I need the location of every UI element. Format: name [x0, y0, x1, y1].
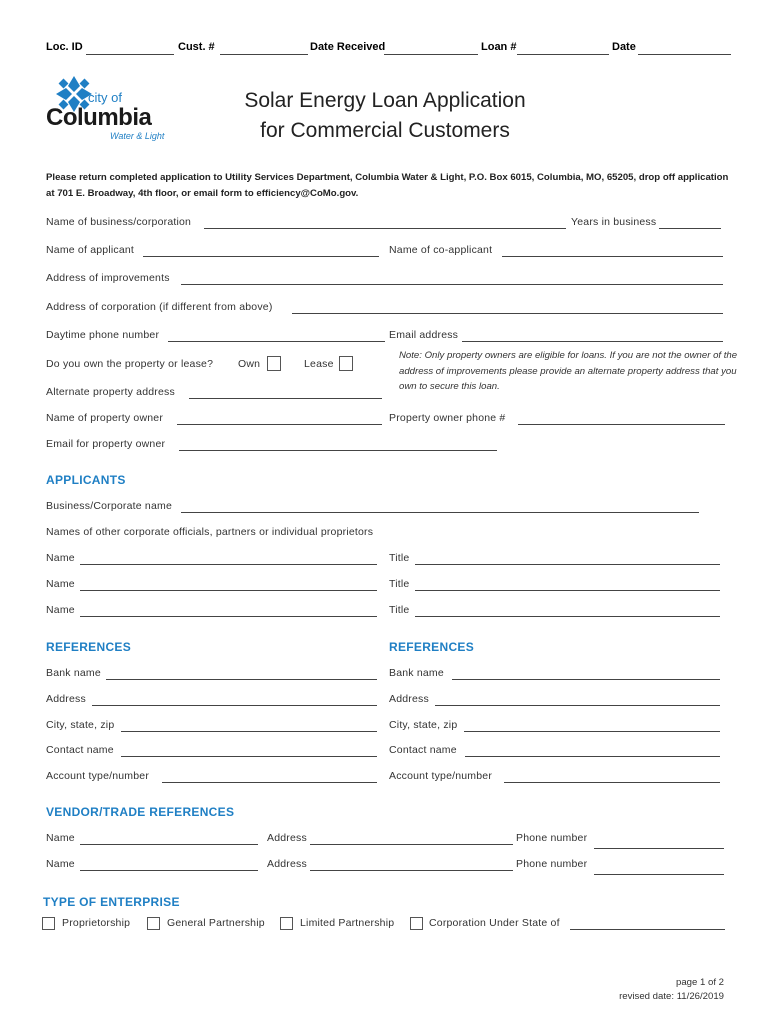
applicant-title-label: Title — [389, 552, 410, 564]
date-label: Date — [612, 41, 636, 53]
vendor-address-label: Address — [267, 832, 307, 844]
applicant-title-field[interactable] — [415, 616, 720, 617]
years-in-business-label: Years in business — [571, 216, 657, 228]
loan-label: Loan # — [481, 41, 517, 53]
columbia-logo — [46, 72, 166, 147]
applicant-name-label: Name — [46, 552, 75, 564]
logo-columbia: Columbia — [46, 104, 152, 131]
loc-id-label: Loc. ID — [46, 41, 83, 53]
ownership-note: Note: Only property owners are eligible for loans. If you are not the owner of the address of improvements please provide an alternate property address that you own to secure this loan. — [399, 350, 738, 392]
instructions: Please return completed application to Utility Services Department, Columbia Water & Light, P.O. Box 6015, Columbia, MO, 65205, drop off application at 701 E. Broadway, 4th floor, or email form to efficiency@CoMo.gov. — [46, 172, 729, 199]
own-or-lease-label: Do you own the property or lease? — [46, 358, 214, 370]
city-state-zip-label: City, state, zip — [389, 719, 458, 731]
account-label: Account type/number — [46, 770, 150, 782]
contact-name-label: Contact name — [389, 744, 457, 756]
vendor-phone-label: Phone number — [516, 832, 588, 844]
bank-name-label: Bank name — [389, 667, 444, 679]
account-label: Account type/number — [389, 770, 493, 782]
corporation-state-field[interactable] — [570, 929, 725, 930]
property-owner-phone-label: Property owner phone # — [389, 412, 506, 424]
address-improvements-field[interactable] — [181, 284, 723, 285]
applicant-name-label: Name — [46, 578, 75, 590]
own-label: Own — [238, 358, 261, 370]
applicant-label: Name of applicant — [46, 244, 135, 256]
vendor-address-field[interactable] — [310, 870, 513, 871]
email-label: Email address — [389, 329, 459, 341]
logo-city-of: city of — [88, 90, 122, 105]
vendor-phone-field[interactable] — [594, 848, 724, 849]
enterprise-heading: TYPE OF ENTERPRISE — [43, 895, 180, 909]
daytime-phone-field[interactable] — [168, 341, 385, 342]
applicant-title-field[interactable] — [415, 564, 720, 565]
general-partnership-checkbox[interactable] — [147, 917, 160, 930]
property-owner-email-label: Email for property owner — [46, 438, 166, 450]
vendor-name-field[interactable] — [80, 870, 258, 871]
address-label: Address — [389, 693, 429, 705]
general-partnership-label: General Partnership — [167, 917, 265, 929]
vendor-address-field[interactable] — [310, 844, 513, 845]
references-heading-left: REFERENCES — [46, 640, 132, 654]
limited-partnership-label: Limited Partnership — [300, 917, 395, 929]
city-state-zip-label: City, state, zip — [46, 719, 115, 731]
bank-name-label: Bank name — [46, 667, 101, 679]
address-field[interactable] — [92, 705, 377, 706]
vendor-name-label: Name — [46, 858, 75, 870]
vendor-name-field[interactable] — [80, 844, 258, 845]
co-applicant-field[interactable] — [502, 256, 723, 257]
daytime-phone-label: Daytime phone number — [46, 329, 160, 341]
applicant-name-field[interactable] — [80, 616, 377, 617]
account-field[interactable] — [162, 782, 377, 783]
page-title-line1: Solar Energy Loan Application — [244, 89, 526, 112]
property-owner-phone-field[interactable] — [518, 424, 725, 425]
email-field[interactable] — [462, 341, 723, 342]
vendor-phone-field[interactable] — [594, 874, 724, 875]
property-owner-field[interactable] — [177, 424, 382, 425]
applicant-title-label: Title — [389, 578, 410, 590]
loan-field[interactable] — [517, 54, 609, 55]
property-owner-label: Name of property owner — [46, 412, 164, 424]
logo-tagline: Water & Light — [110, 131, 165, 141]
corporation-label: Corporation Under State of — [429, 917, 560, 929]
other-officials-label: Names of other corporate officials, partners or individual proprietors — [46, 526, 374, 538]
applicant-field[interactable] — [143, 256, 379, 257]
contact-name-label: Contact name — [46, 744, 114, 756]
references-heading-right: REFERENCES — [389, 640, 475, 654]
address-field[interactable] — [435, 705, 720, 706]
proprietorship-label: Proprietorship — [62, 917, 131, 929]
applicant-name-field[interactable] — [80, 564, 377, 565]
applicant-title-label: Title — [389, 604, 410, 616]
address-label: Address — [46, 693, 86, 705]
business-corporate-name-field[interactable] — [181, 512, 699, 513]
property-owner-email-field[interactable] — [179, 450, 497, 451]
alternate-address-field[interactable] — [189, 398, 382, 399]
city-state-zip-field[interactable] — [464, 731, 720, 732]
vendor-references-heading: VENDOR/TRADE REFERENCES — [46, 805, 235, 819]
account-field[interactable] — [504, 782, 720, 783]
address-corporation-label: Address of corporation (if different from above) — [46, 301, 273, 313]
address-corporation-field[interactable] — [292, 313, 723, 314]
limited-partnership-checkbox[interactable] — [280, 917, 293, 930]
date-received-label: Date Received — [310, 41, 386, 53]
contact-name-field[interactable] — [465, 756, 720, 757]
loc-id-field[interactable] — [86, 54, 174, 55]
applicants-heading: APPLICANTS — [46, 473, 126, 487]
vendor-address-label: Address — [267, 858, 307, 870]
business-corporate-name-label: Business/Corporate name — [46, 500, 172, 512]
city-state-zip-field[interactable] — [121, 731, 377, 732]
own-checkbox[interactable] — [267, 356, 281, 371]
cust-field[interactable] — [220, 54, 308, 55]
alternate-address-label: Alternate property address — [46, 386, 175, 398]
applicant-name-field[interactable] — [80, 590, 377, 591]
lease-label: Lease — [304, 358, 334, 370]
years-in-business-field[interactable] — [659, 228, 721, 229]
bank-name-field[interactable] — [106, 679, 377, 680]
proprietorship-checkbox[interactable] — [42, 917, 55, 930]
date-field[interactable] — [638, 54, 731, 55]
address-improvements-label: Address of improvements — [46, 272, 170, 284]
business-name-label: Name of business/corporation — [46, 216, 192, 228]
vendor-phone-label: Phone number — [516, 858, 588, 870]
page-title-line2: for Commercial Customers — [260, 119, 510, 142]
business-name-field[interactable] — [204, 228, 566, 229]
applicant-name-label: Name — [46, 604, 75, 616]
corporation-checkbox[interactable] — [410, 917, 423, 930]
page-number: page 1 of 2 — [675, 977, 724, 988]
co-applicant-label: Name of co-applicant — [389, 244, 493, 256]
contact-name-field[interactable] — [121, 756, 377, 757]
bank-name-field[interactable] — [452, 679, 720, 680]
lease-checkbox[interactable] — [339, 356, 353, 371]
date-received-field[interactable] — [384, 54, 478, 55]
applicant-title-field[interactable] — [415, 590, 720, 591]
vendor-name-label: Name — [46, 832, 75, 844]
cust-label: Cust. # — [178, 41, 215, 53]
revised-date: revised date: 11/26/2019 — [619, 991, 724, 1002]
